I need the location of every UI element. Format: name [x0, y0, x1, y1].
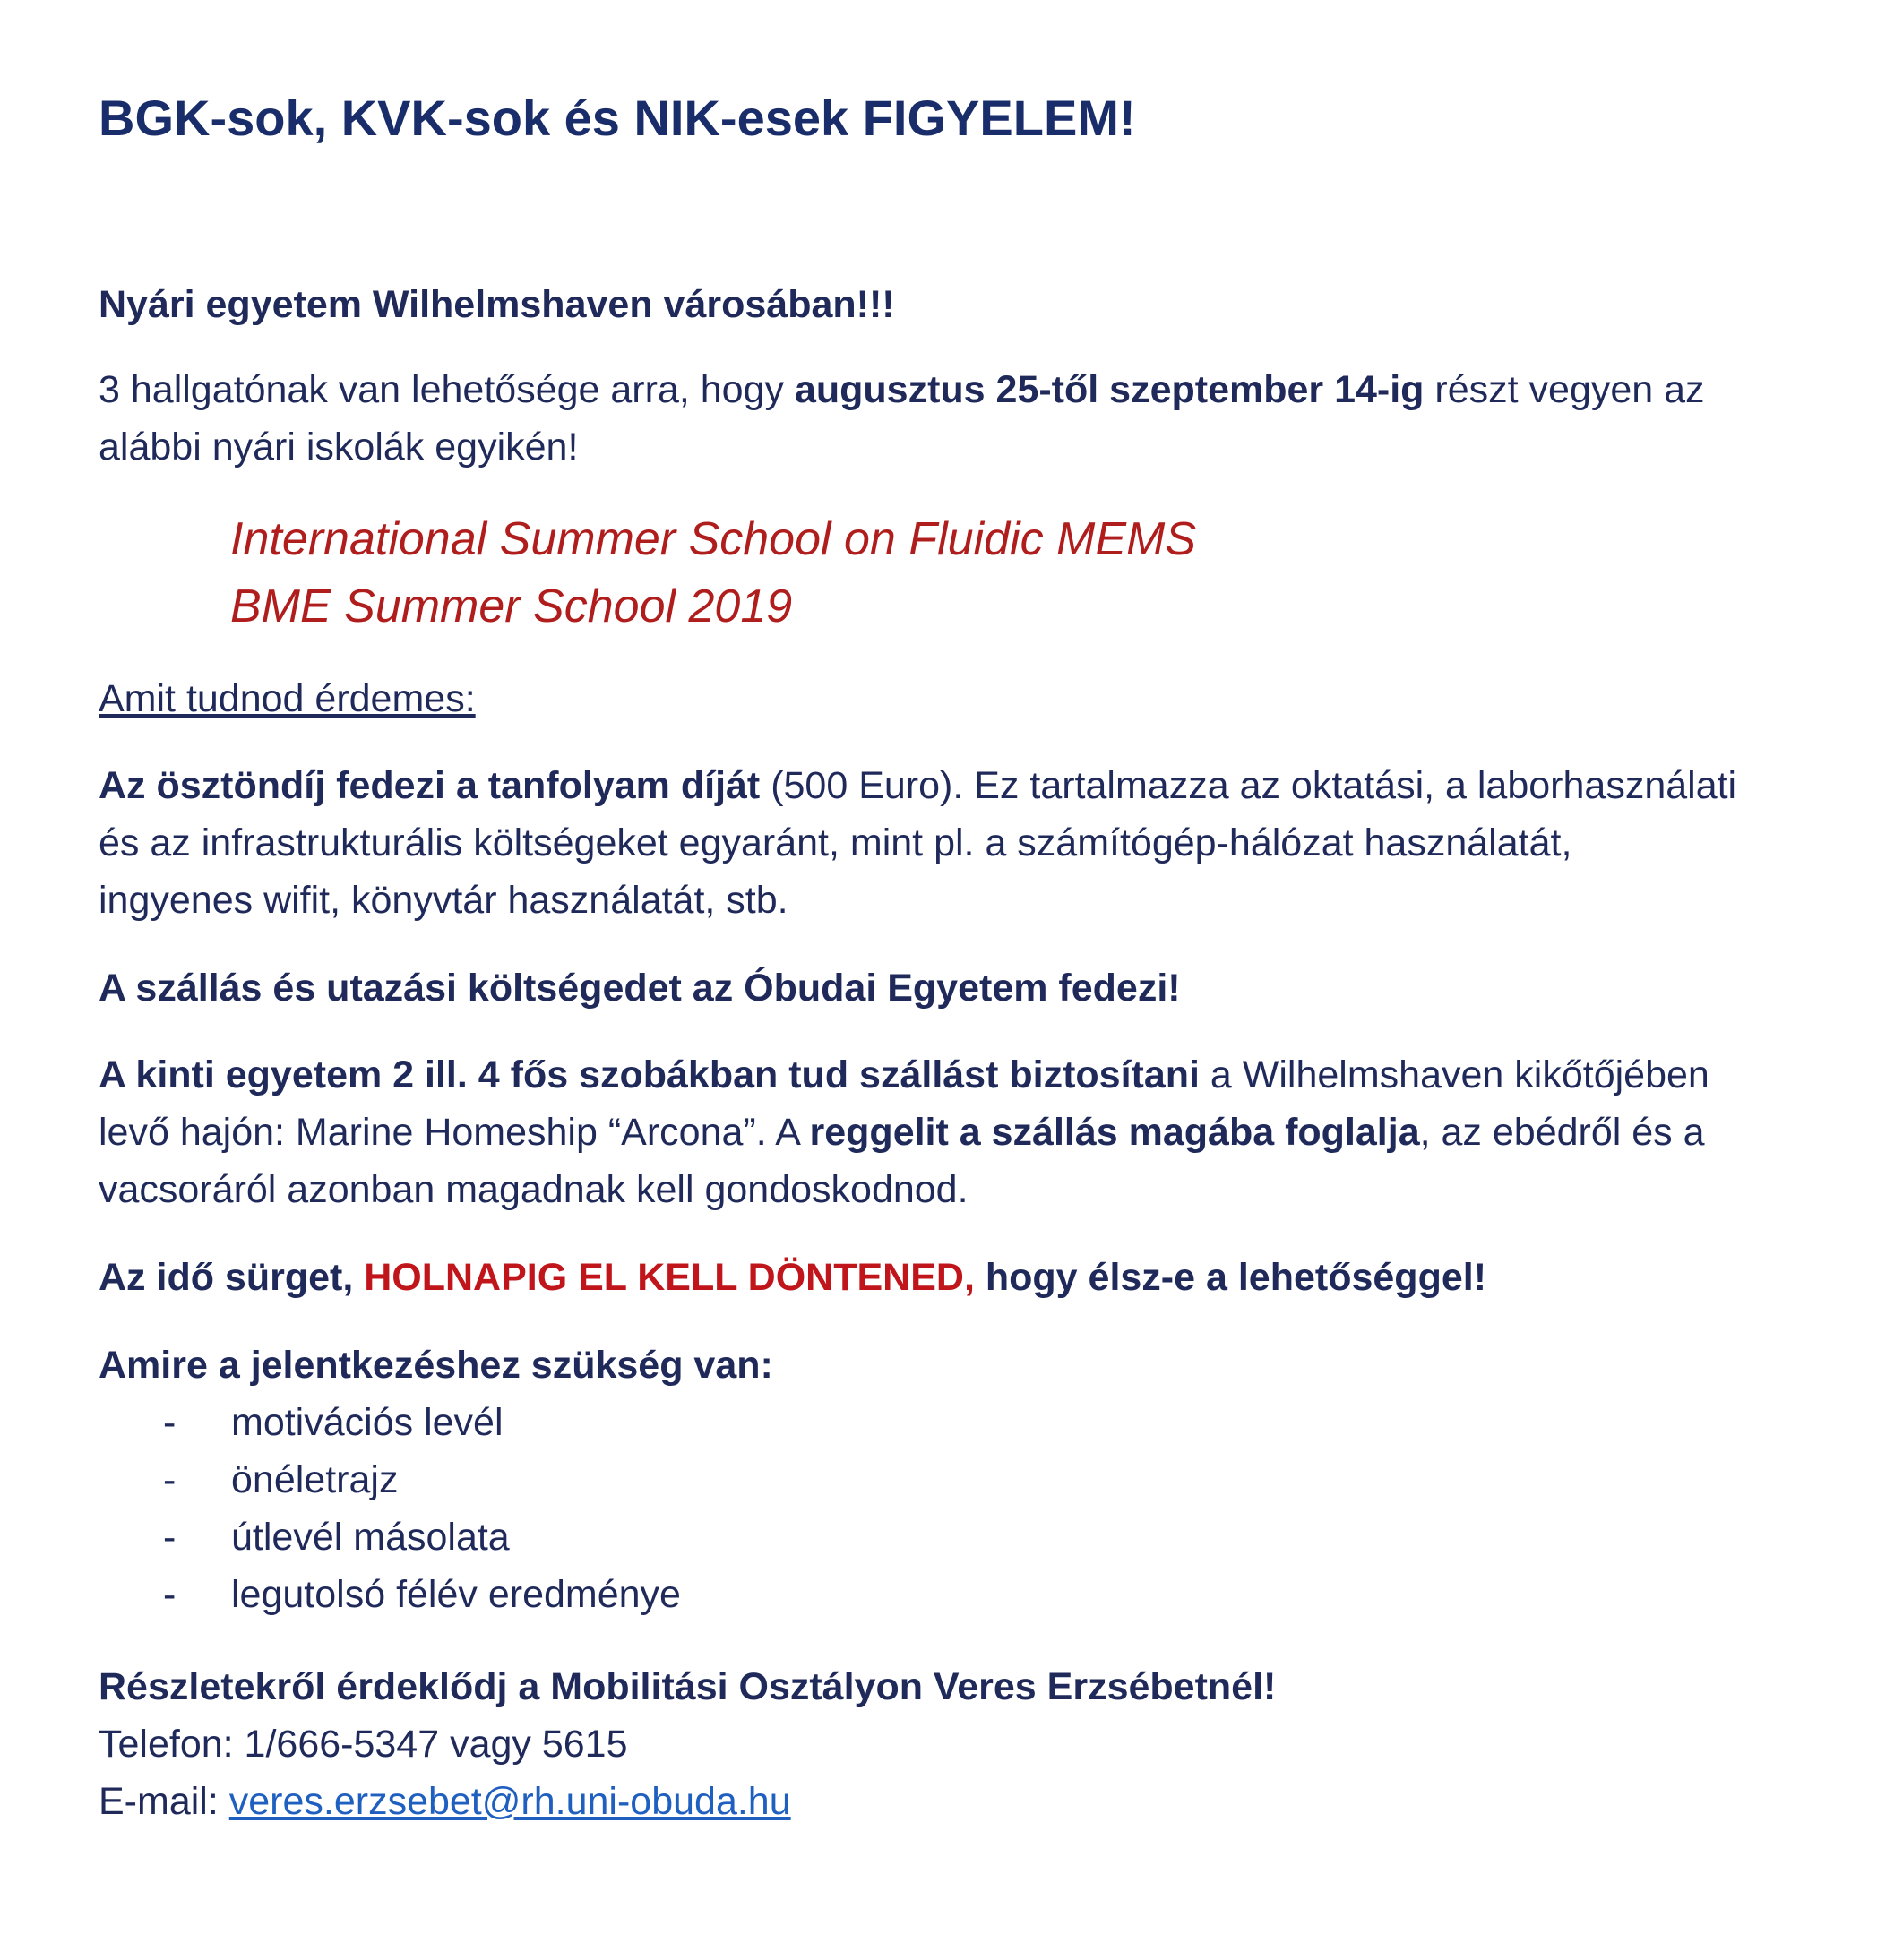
deadline-text-end: hogy élsz-e a lehetőséggel! [974, 1256, 1487, 1299]
contact-heading: Részletekről érdeklődj a Mobilitási Osztályon Veres Erzsébetnél! [99, 1665, 1277, 1708]
page-title: BGK-sok, KVK-sok és NIK-esek FIGYELEM! [99, 90, 1136, 146]
para3-line-2 [99, 1104, 1705, 1161]
intro-text: 3 hallgatónak van lehetősége arra, hogy [99, 368, 795, 411]
list-item: útlevél másolata [231, 1516, 510, 1559]
accommodation-bold: A kinti egyetem 2 ill. 4 fős szobákban tud szállást biztosítani [99, 1053, 1200, 1096]
para2: A szállás és utazási költségedet az Óbudai Egyetem fedezi! [99, 967, 1181, 1010]
intro-line-2: alábbi nyári iskolák egyikén! [99, 426, 579, 469]
para3-text-end: , az ebédről és a [1419, 1111, 1705, 1154]
para1-line-1 [99, 757, 1736, 814]
list-item: legutolsó félév eredménye [231, 1573, 681, 1616]
email-label: E-mail: [99, 1780, 229, 1823]
contact-email-line [99, 1773, 791, 1830]
para1-rest: (500 Euro). Ez tartalmazza az oktatási, a laborhasználati [760, 764, 1737, 807]
intro-line-1 [99, 361, 1705, 418]
deadline-text: Az idő sürget, [99, 1256, 365, 1299]
bullet-marker: - [163, 1516, 177, 1559]
info-heading: Amit tudnod érdemes: [99, 677, 476, 720]
intro-text-end: részt vegyen az [1424, 368, 1705, 411]
list-item: motivációs levél [231, 1401, 504, 1444]
para3-rest: a Wilhelmshaven kikőtőjében [1199, 1053, 1709, 1096]
list-item: önéletrajz [231, 1458, 399, 1501]
para3-line-3: vacsoráról azonban magadnak kell gondoskodnod. [99, 1168, 969, 1211]
requirements-heading: Amire a jelentkezéshez szükség van: [99, 1344, 773, 1387]
para3-text: levő hajón: Marine Homeship “Arcona”. A [99, 1111, 810, 1154]
subtitle: Nyári egyetem Wilhelmshaven városában!!! [99, 283, 895, 326]
school-name-1: International Summer School on Fluidic MEMS [230, 513, 1197, 565]
bullet-marker: - [163, 1401, 177, 1444]
breakfast-bold: reggelit a szállás magába foglalja [809, 1111, 1420, 1154]
para1-line-2: és az infrastrukturális költségeket egyaránt, mint pl. a számítógép-hálózat használatát, [99, 821, 1572, 864]
school-name-2: BME Summer School 2019 [230, 580, 793, 632]
email-link[interactable]: veres.erzsebet@rh.uni-obuda.hu [228, 1780, 791, 1823]
contact-phone: Telefon: 1/666-5347 vagy 5615 [99, 1723, 628, 1766]
intro-dates: augusztus 25-től szeptember 14-ig [794, 368, 1425, 411]
para3-line-1 [99, 1046, 1709, 1104]
bullet-marker: - [163, 1573, 177, 1616]
scholarship-bold: Az ösztöndíj fedezi a tanfolyam díját [99, 764, 761, 807]
deadline-line [99, 1249, 1486, 1306]
deadline-red: HOLNAPIG EL KELL DÖNTENED, [364, 1256, 975, 1299]
para1-line-3: ingyenes wifit, könyvtár használatát, stb. [99, 879, 788, 922]
bullet-marker: - [163, 1458, 177, 1501]
